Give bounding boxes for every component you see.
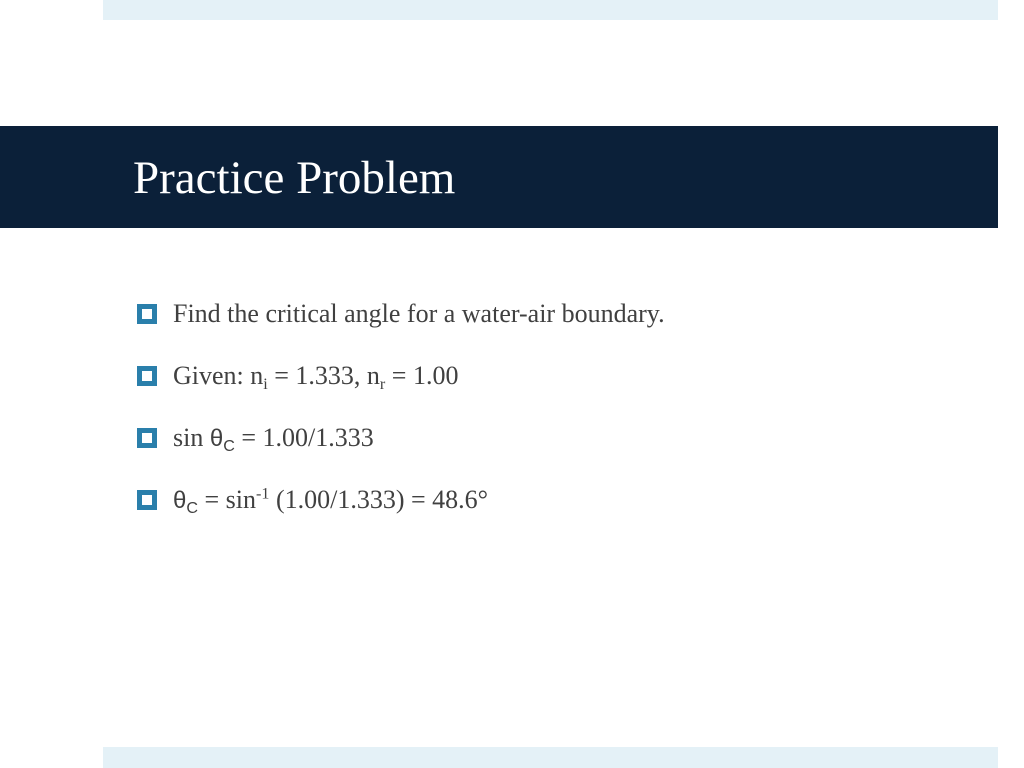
subscript-r: r <box>379 375 386 393</box>
subscript-c: C <box>186 498 198 517</box>
subscript-c: C <box>223 436 235 455</box>
subscript-i: i <box>263 375 268 393</box>
square-bullet-icon <box>137 490 157 510</box>
bottom-accent-strip <box>103 747 998 768</box>
sine-equation-rest: = 1.00/1.333 <box>234 423 374 452</box>
bullet-list <box>137 296 665 544</box>
superscript-inverse: -1 <box>256 485 270 503</box>
sin-label: sin <box>173 423 204 452</box>
slide-title: Practice Problem <box>133 152 456 204</box>
refractive-index-incident: $n_i = 1.333$, <box>250 361 361 393</box>
square-bullet-icon <box>137 304 157 324</box>
bullet-item-result <box>137 482 665 544</box>
bullet-item-task <box>137 296 665 358</box>
refractive-index-refracted: $n_r = 1.00$ <box>366 361 459 393</box>
square-bullet-icon <box>137 366 157 386</box>
square-bullet-icon <box>137 428 157 448</box>
theta-symbol: θ <box>173 487 187 514</box>
bullet-item-given <box>137 358 665 420</box>
equals-sin: = sin <box>198 485 257 514</box>
task-text: Find the critical angle for a water-air boundary. <box>173 299 665 328</box>
bullet-item-sine-equation <box>137 420 665 482</box>
result-text: (1.00/1.333) = 48.6° <box>269 485 489 514</box>
given-label: Given: <box>173 361 244 390</box>
theta-symbol: θ <box>209 425 224 452</box>
top-accent-strip <box>103 0 998 20</box>
